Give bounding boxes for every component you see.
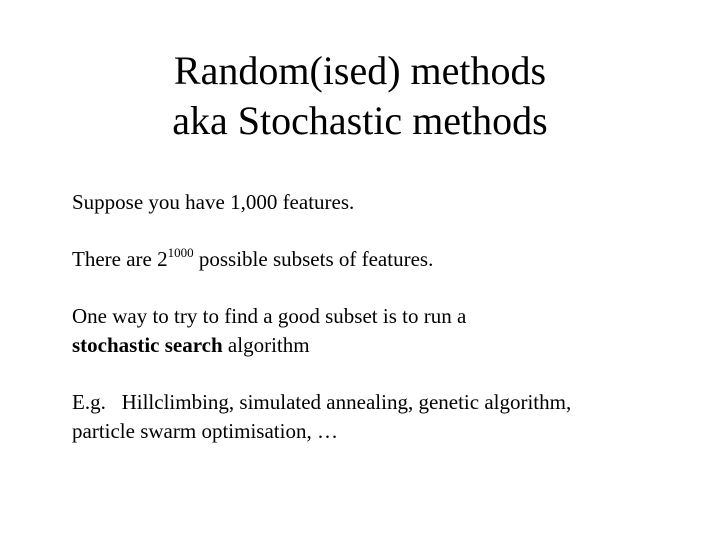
paragraph-examples [72, 388, 692, 446]
slide-title [0, 46, 720, 146]
search-after: algorithm [222, 333, 310, 357]
title-line-2: aka Stochastic methods [172, 98, 548, 143]
subsets-exponent: 1000 [167, 245, 194, 260]
search-bold-term: stochastic search [72, 333, 223, 357]
paragraph-subsets [72, 245, 692, 274]
slide-body [72, 188, 692, 446]
subsets-before: There are 2 [72, 247, 168, 271]
search-intro: One way to try to find a good subset is to run a [72, 304, 467, 328]
examples-line-2: particle swarm optimisation, … [72, 419, 338, 443]
subsets-after: possible subsets of features. [193, 247, 434, 271]
paragraph-stochastic-search [72, 302, 692, 360]
paragraph-features-count: Suppose you have 1,000 features. [72, 190, 355, 214]
examples-line-1: E.g. Hillclimbing, simulated annealing, genetic algorithm, [72, 390, 572, 414]
title-line-1: Random(ised) methods [173, 48, 547, 93]
